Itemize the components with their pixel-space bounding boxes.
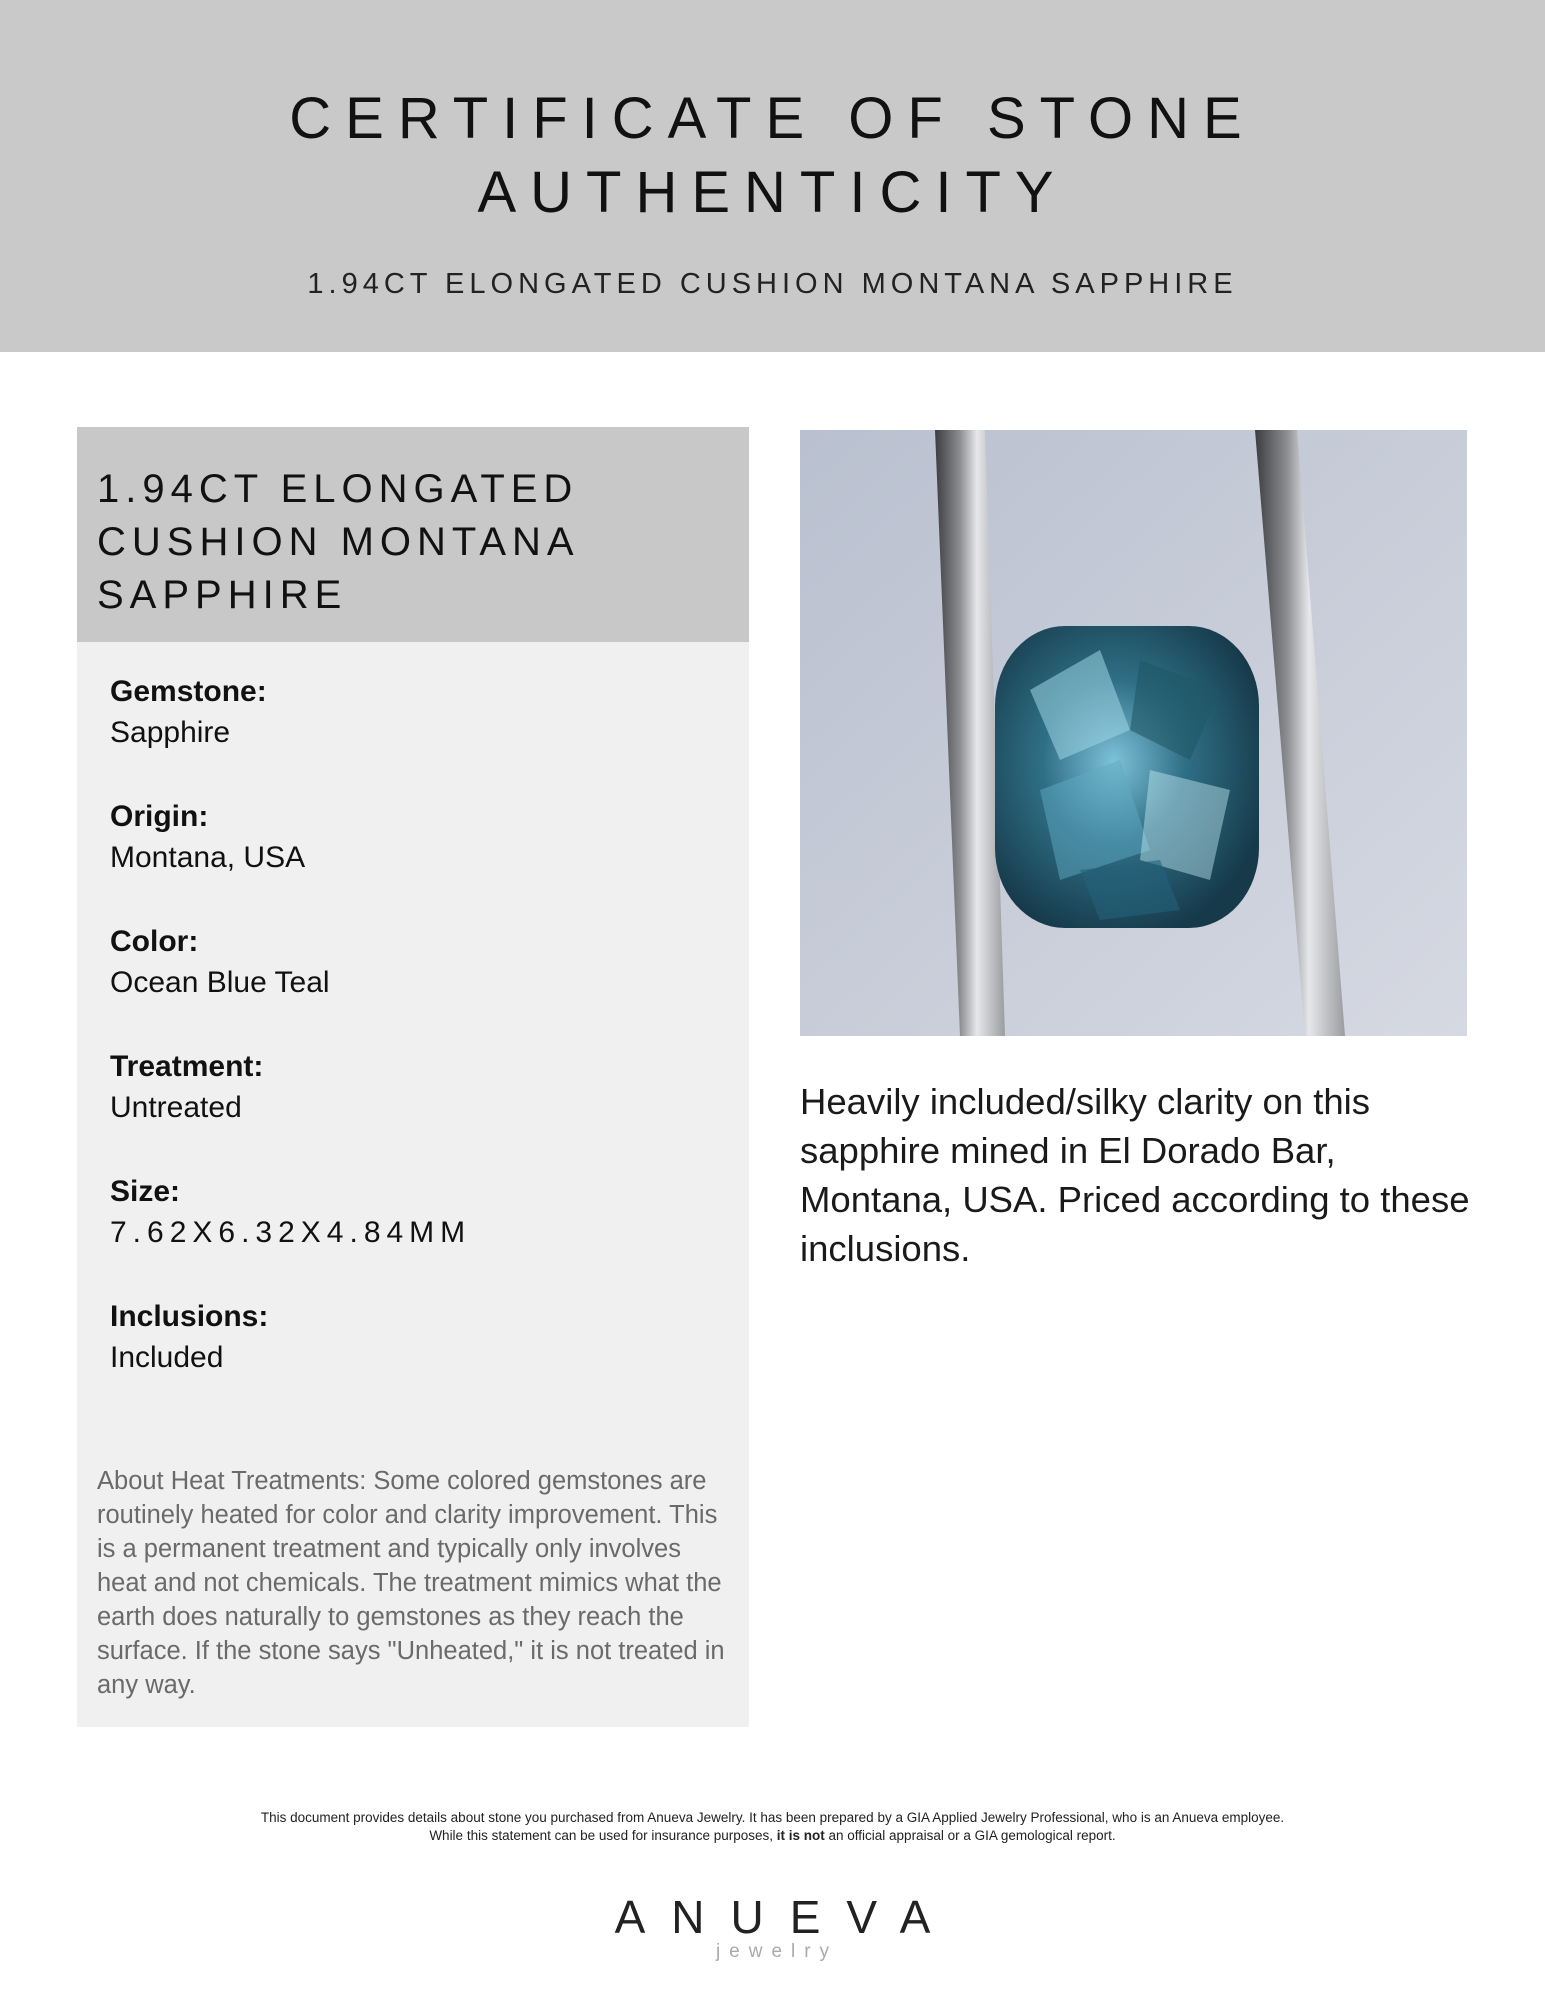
field-color — [110, 922, 730, 1047]
field-label: Origin: — [110, 800, 209, 833]
field-value: Montana, USA — [110, 841, 306, 874]
field-value: Untreated — [110, 1091, 242, 1124]
certificate-subtitle: 1.94CT ELONGATED CUSHION MONTANA SAPPHIRE — [307, 268, 1238, 300]
field-value: 7.62X6.32X4.84MM — [110, 1216, 472, 1249]
field-label: Inclusions: — [110, 1300, 269, 1333]
stone-card-title-line: SAPPHIRE — [97, 573, 348, 617]
title-line-2: AUTHENTICITY — [477, 160, 1068, 225]
disclaimer-text: While this statement can be used for insurance purposes, — [429, 1828, 777, 1843]
field-inclusions — [110, 1297, 730, 1422]
stone-details-card — [77, 427, 749, 1727]
field-size — [110, 1172, 730, 1297]
stone-card-title-line: 1.94CT ELONGATED — [97, 467, 579, 511]
stone-fields — [110, 672, 730, 1422]
title-line-1: CERTIFICATE OF STONE — [289, 86, 1256, 151]
disclaimer-line-1: This document provides details about stone you purchased from Anueva Jewelry. It has been prepared by a GIA Applied Jewelry Professional, who is an Anueva employee. — [260, 1810, 1285, 1825]
stone-card-title-line: CUSHION MONTANA — [97, 520, 580, 564]
disclaimer — [0, 1809, 1545, 1845]
anueva-logo — [0, 1892, 1545, 1962]
field-label: Treatment: — [110, 1050, 264, 1083]
heat-treatment-note: About Heat Treatments: Some colored gemstones are routinely heated for color and clarity improvement. This is a permanent treatment and typically only involves heat and not chemicals. The treatment mimics what the earth does naturally to gemstones as they reach the surface. If the stone says "Unheated," it is not treated in any way. — [97, 1467, 725, 1699]
field-treatment — [110, 1047, 730, 1172]
sapphire-in-tweezers-photo — [800, 430, 1467, 1036]
disclaimer-text: an official appraisal or a GIA gemological report. — [824, 1828, 1116, 1843]
disclaimer-line-2 — [0, 1827, 1545, 1845]
field-value: Ocean Blue Teal — [110, 966, 330, 999]
field-gemstone — [110, 672, 730, 797]
logo-subtext: jewelry — [715, 1941, 839, 1962]
field-value: Included — [110, 1341, 224, 1374]
stone-card-header — [77, 427, 749, 642]
field-value: Sapphire — [110, 716, 231, 749]
stone-card-title — [97, 463, 717, 622]
field-label: Gemstone: — [110, 675, 267, 708]
field-origin — [110, 797, 730, 922]
disclaimer-emphasis: it is not — [776, 1828, 825, 1843]
certificate-title — [0, 82, 1545, 230]
stone-description: Heavily included/silky clarity on this sapphire mined in El Dorado Bar, Montana, USA. Priced according to these inclusions. — [800, 1081, 1470, 1269]
field-label: Color: — [110, 925, 199, 958]
certificate-header — [0, 0, 1545, 352]
field-label: Size: — [110, 1175, 181, 1208]
sapphire-photo-illustration — [800, 430, 1467, 1036]
logo-wordmark: ANUEVA — [614, 1891, 957, 1943]
